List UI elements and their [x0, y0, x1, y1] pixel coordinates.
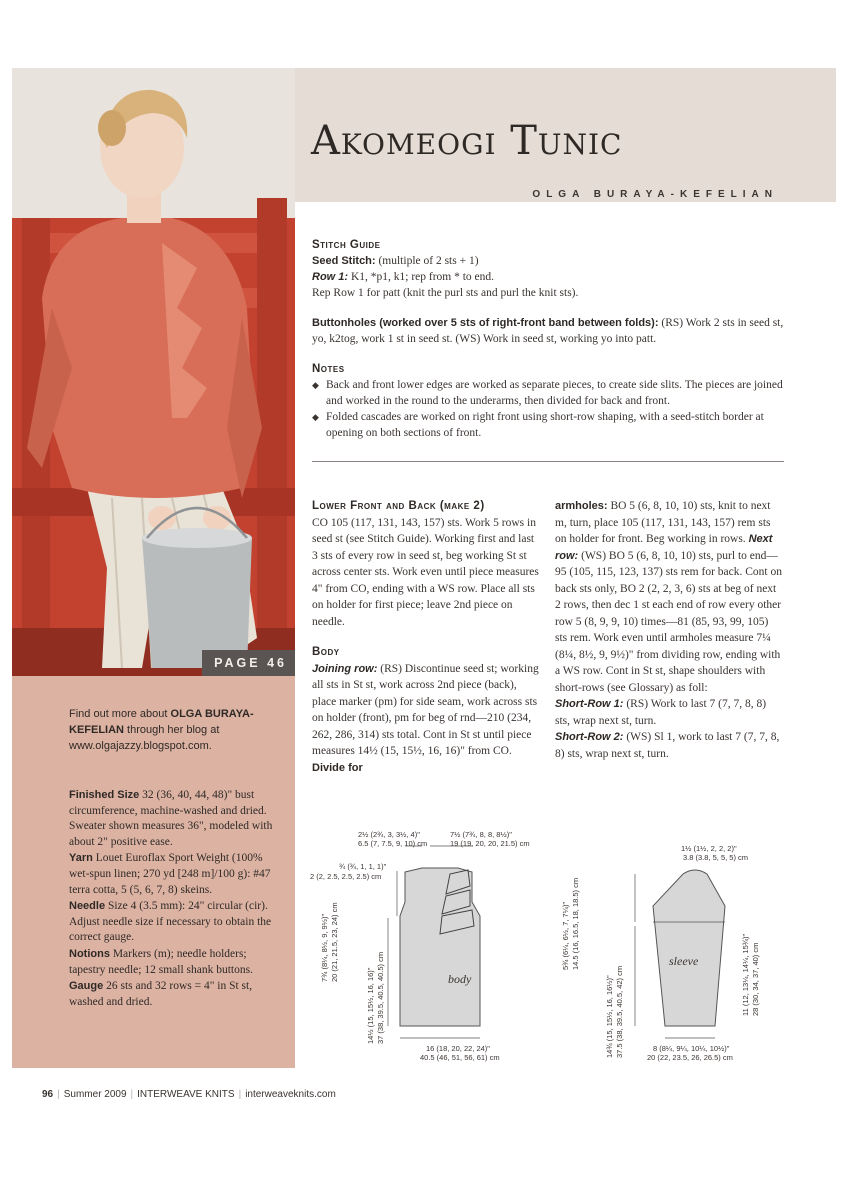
armholes-label: armholes:	[555, 500, 608, 512]
spec-label: Needle	[69, 900, 106, 913]
short-row-2	[555, 729, 783, 762]
body-neck-width-cm: 6.5 (7, 7.5, 9, 10) cm	[358, 839, 428, 848]
designer-name: OLGA BURAYA-KEFELIAN	[532, 189, 778, 200]
body-armhole-in: 7¾ (8¼, 8½, 9, 9½)"	[320, 913, 329, 982]
magazine-site[interactable]: interweaveknits.com	[245, 1089, 336, 1100]
short-row-1	[555, 696, 783, 729]
sleeve-top-in: 1½ (1½, 2, 2, 2)"	[681, 844, 737, 853]
instructions-column-1	[312, 498, 540, 776]
body-width-in: 16 (18, 20, 22, 24)"	[426, 1044, 490, 1053]
armholes-text: BO 5 (6, 8, 10, 10) sts, knit to next m, turn, place 105 (117, 131, 143, 157) rem sts on holder for front. Beg working in rows.	[555, 500, 771, 545]
spec-text: Markers (m); needle holders; tapestry needle; 12 small shank buttons.	[69, 947, 253, 976]
spec-yarn	[69, 851, 281, 898]
sleeve-width-cm: 28 (30, 34, 37, 40) cm	[751, 942, 760, 1016]
buttonholes-paragraph	[312, 315, 784, 347]
short-row-2-label: Short-Row 2:	[555, 731, 624, 743]
spec-text: 32 (36, 40, 44, 48)" bust circumference, machine-washed and dried. Sweater shown measures 36", modeled with about 2" positive ease.	[69, 789, 273, 848]
joining-row-label: Joining row:	[312, 662, 378, 675]
sleeve-schematic	[555, 826, 805, 1066]
next-row-label: Next row:	[555, 533, 773, 562]
pattern-title: Akomeogi Tunic	[311, 118, 623, 164]
spec-gauge	[69, 979, 281, 1010]
short-row-1-label: Short-Row 1:	[555, 698, 624, 710]
sleeve-cuff-in: 8 (8¼, 9¼, 10¼, 10½)"	[653, 1044, 730, 1053]
note-item: ◆ Folded cascades are worked on right front using short-row shaping, with a seed-stitch border at opening on both sections of front.	[312, 409, 784, 441]
note-item: ◆ Back and front lower edges are worked as separate pieces, to create side slits. The pieces are joined and worked in the round to the underarms, then divided for back and front.	[312, 377, 784, 409]
section-divider	[312, 461, 784, 462]
sleeve-cap-in: 5¾ (6¼, 6½, 7, 7¼)"	[561, 901, 570, 970]
seed-stitch-text: (multiple of 2 sts + 1)	[375, 255, 479, 267]
sleeve-width-in: 11 (12, 13¼, 14¼, 15¾)"	[741, 933, 750, 1016]
buttonholes-label: Buttonholes (worked over 5 sts of right-front band between folds):	[312, 317, 659, 329]
model-photo	[12, 68, 295, 676]
row1-line	[312, 269, 784, 285]
magazine-name: INTERWEAVE KNITS	[137, 1089, 235, 1100]
body-length-in: 14½ (15, 15½, 16, 16)"	[366, 967, 375, 1044]
spec-needle	[69, 899, 281, 946]
spec-label: Finished Size	[69, 789, 140, 801]
row1-text: K1, *p1, k1; rep from * to end.	[348, 271, 495, 283]
page-footer: 96 | Summer 2009 | INTERWEAVE KNITS | interweaveknits.com	[42, 1089, 336, 1100]
sleeve-length-cm: 37.5 (38, 39.5, 40.5, 42) cm	[615, 965, 624, 1058]
spec-label: Gauge	[69, 980, 104, 993]
sleeve-top-cm: 3.8 (3.8, 5, 5, 5) cm	[683, 853, 749, 862]
body-width-cm: 40.5 (46, 51, 56, 61) cm	[420, 1053, 500, 1062]
short-row-1-text: (RS) Work to last 7 (7, 7, 8, 8) sts, wrap next st, turn.	[555, 698, 767, 727]
spec-text: 26 sts and 32 rows = 4" in St st, washed and dried.	[69, 980, 253, 1008]
sleeve-schematic-drawing	[555, 826, 805, 1066]
body-width-top-cm: 19 (19, 20, 20, 21.5) cm	[450, 839, 530, 848]
body-shape-label: body	[448, 972, 472, 986]
photo-illustration	[12, 68, 295, 676]
seed-stitch-line	[312, 253, 784, 269]
body-armhole-cm: 20 (21, 21.5, 23, 24) cm	[330, 902, 339, 982]
body-schematic	[300, 826, 545, 1066]
sleeve-cuff-cm: 20 (22, 23.5, 26, 26.5) cm	[647, 1053, 733, 1062]
lower-front-back-text: CO 105 (117, 131, 143, 157) sts. Work 5 rows in seed st (see Stitch Guide). Working first and last 3 sts of every row in seed st, beg working St st across center sts. Work even until piece measures 4" from CO, ending with a WS row. Place all sts on holder for first piece; leave 2nd piece on needle.	[312, 516, 539, 628]
row1-label: Row 1:	[312, 271, 349, 283]
title-banner	[295, 68, 836, 202]
instructions-column-2	[555, 498, 783, 762]
page-number: 96	[42, 1089, 54, 1100]
lower-front-back-heading: Lower Front and Back (make 2)	[312, 500, 485, 512]
notes-heading: Notes	[312, 363, 345, 375]
body-neck-width-in: 2½ (2¾, 3, 3½, 4)"	[358, 830, 420, 839]
sleeve-length-in: 14¾ (15, 15½, 16, 16½)"	[605, 975, 614, 1058]
seed-stitch-label: Seed Stitch:	[312, 255, 376, 267]
spec-text: Louet Euroflax Sport Weight (100% wet-spun linen; 270 yd [248 m]/100 g): #47 terra cotta, 5 (5, 6, 7, 8) skeins.	[69, 852, 271, 896]
joining-row-text: (RS) Discontinue seed st; working all sts in St st, work across 2nd piece (back), place marker (pm) for side seam, work across sts on holder (front), pm for beg of rnd—210 (234, 262, 286, 314) sts total. Cont in St st until piece measures 14½ (15, 15½, 16, 16)" from CO.	[312, 662, 539, 757]
body-heading: Body	[312, 646, 340, 658]
divide-label: Divide for	[312, 761, 363, 774]
more-suffix: through her blog at	[124, 724, 220, 736]
more-designer: OLGA BURAYA-KEFELIAN	[69, 708, 254, 736]
rep-line: Rep Row 1 for patt (knit the purl sts and purl the knit sts).	[312, 287, 579, 299]
page-reference-badge: PAGE 46	[202, 650, 295, 676]
spec-text: Size 4 (3.5 mm): 24" circular (cir). Adjust needle size if necessary to obtain the correct gauge.	[69, 900, 272, 944]
more-prefix: Find out more about	[69, 708, 171, 720]
spec-notions	[69, 947, 281, 978]
body-length-cm: 37 (38, 39.5, 40.5, 40.5) cm	[376, 951, 385, 1044]
spec-finished-size	[69, 788, 281, 850]
short-row-2-text: (WS) Sl 1, work to last 7 (7, 7, 8, 8) sts, wrap next st, turn.	[555, 731, 780, 760]
spec-label: Notions	[69, 947, 110, 960]
blog-link[interactable]: www.olgajazzy.blogspot.com.	[69, 740, 212, 752]
stitch-guide-heading: Stitch Guide	[312, 239, 381, 251]
body-shoulder-in: ¾ (¾, 1, 1, 1)"	[339, 862, 387, 871]
issue-name: Summer 2009	[63, 1089, 127, 1100]
spec-label: Yarn	[69, 852, 93, 865]
stitch-guide-section	[312, 237, 784, 441]
body-width-top-in: 7½ (7¾, 8, 8, 8½)"	[450, 830, 512, 839]
designer-blog-note	[69, 706, 281, 754]
next-row-text: (WS) BO 5 (6, 8, 10, 10) sts, purl to end—95 (105, 115, 123, 137) sts rem for back. Cont on back sts only, BO 2 (2, 2, 3, 6) sts at beg of next 2 rows, then dec 1 st each end of row every other row 5 (8, 9, 9, 10) times—81 (85, 93, 99, 105) sts rem. Work even until armholes measure 7¼ (8¼, 8½, 9, 9½)" from dividing row, ending with a WS row. Cont in St st, shape shoulders with short-rows (see Glossary) as foll:	[555, 549, 782, 694]
buttonholes-text: (RS) Work 2 sts in seed st, yo, k2tog, work 1 st in seed st. (WS) Work in seed st, working yo into patt.	[312, 317, 784, 345]
joining-row-paragraph	[312, 661, 540, 777]
notes-section	[312, 361, 784, 441]
body-shoulder-cm: 2 (2, 2.5, 2.5, 2.5) cm	[310, 872, 382, 881]
sleeve-shape-label: sleeve	[669, 954, 699, 968]
pattern-specs-sidebar	[12, 676, 295, 1068]
armholes-paragraph	[555, 498, 783, 696]
sleeve-cap-cm: 14.5 (16, 16.5, 18, 18.5) cm	[571, 877, 580, 970]
